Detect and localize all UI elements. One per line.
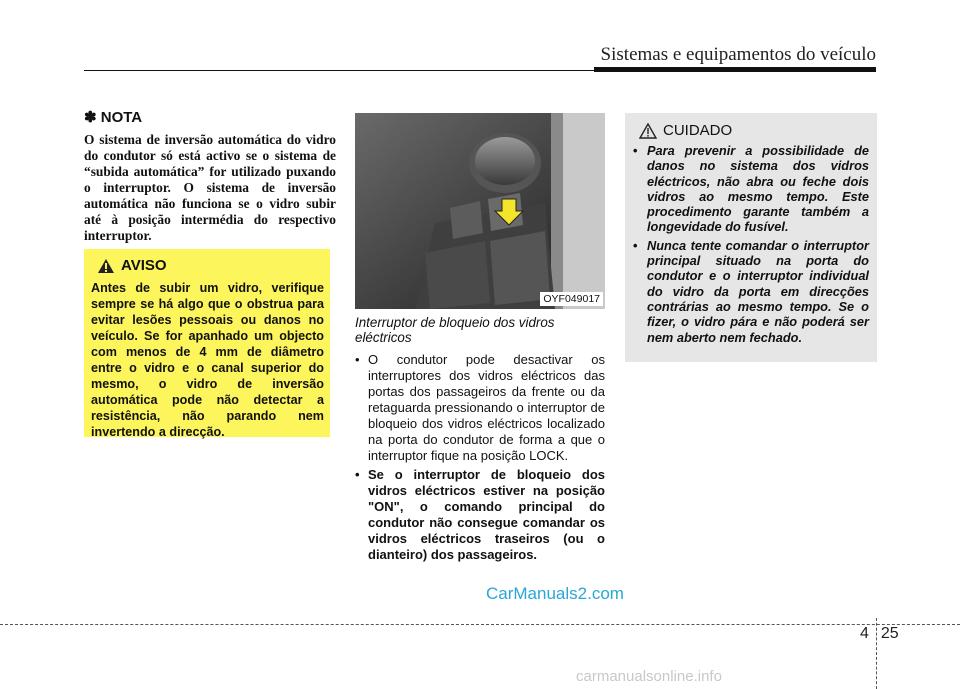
cuidado-caution-box [625, 113, 877, 362]
section-bullet-1: • O condutor pode desactivar os interruptores dos vidros eléctricos das portas dos passageiros da frente ou da retaguarda pressionando o interruptor de bloqueio dos vidros eléctricos localizado na porta do condutor de forma a que o interruptor fique na posição LOCK. [355, 352, 605, 464]
page-number [860, 625, 899, 643]
nota-title: ✽ NOTA [84, 109, 143, 126]
header-rule-bold [594, 67, 876, 72]
section-caption: Interruptor de bloqueio dos vidros eléctricos [355, 315, 555, 345]
caution-triangle-icon [639, 123, 657, 139]
photo-code-label: OYF049017 [540, 292, 603, 306]
cuidado-title: CUIDADO [663, 122, 733, 139]
aviso-title: AVISO [121, 257, 167, 274]
nota-text: O sistema de inversão automática do vidro do condutor só está activo se o sistema de “subida automática” for utilizado puxando o interruptor. O sistema de inversão automática não funciona se o vidro subir até à posição intermédia do respectivo interruptor. [84, 132, 336, 243]
lock-switch-section [355, 315, 605, 566]
footer-dashed-rule [0, 624, 960, 625]
door-panel-illustration [355, 113, 605, 309]
warning-triangle-icon [97, 258, 115, 274]
cuidado-heading [639, 122, 869, 139]
aviso-text: Antes de subir um vidro, verifique sempre se há algo que o obstrua para evitar lesões pessoais ou danos no veículo. Se for apanhado um objecto com menos de 4 mm de diâmetro entre o vidro e o canal superior do mesmo, o vidro de inversão automática pode não detectar a resistência, não parando nem invertendo a direcção. [91, 281, 324, 439]
watermark-link[interactable]: CarManuals2.com [486, 584, 624, 603]
cuidado-item-1: • Para prevenir a possibilidade de danos no sistema dos vidros eléctricos, não abra ou feche dois vidros ao mesmo tempo. Este procedimento garante também a longevidade do fusível. [633, 143, 869, 235]
cuidado-item-2: • Nunca tente comandar o interruptor principal situado na porta do condutor e o interruptor individual do vidro da porta em direcções contrárias ao mesmo tempo. Se o fizer, o vidro pára e não poderá ser nem aberto nem fechado. [633, 238, 869, 345]
page-header-title: Sistemas e equipamentos do veículo [600, 44, 876, 65]
footer-site-watermark: carmanualsonline.info [576, 668, 722, 685]
aviso-warning-box [84, 249, 330, 437]
page-num: 25 [880, 625, 899, 642]
window-switch-photo [355, 113, 605, 309]
section-bullet-2: • Se o interruptor de bloqueio dos vidros eléctricos estiver na posição "ON", o comando principal do condutor não consegue comandar os vidros eléctricos traseiros (ou o dianteiro) dos passageiros. [355, 467, 605, 563]
aviso-heading [97, 257, 324, 274]
footer-vertical-rule [876, 618, 878, 689]
page-section: 4 [860, 625, 869, 642]
nota-section [84, 108, 336, 244]
